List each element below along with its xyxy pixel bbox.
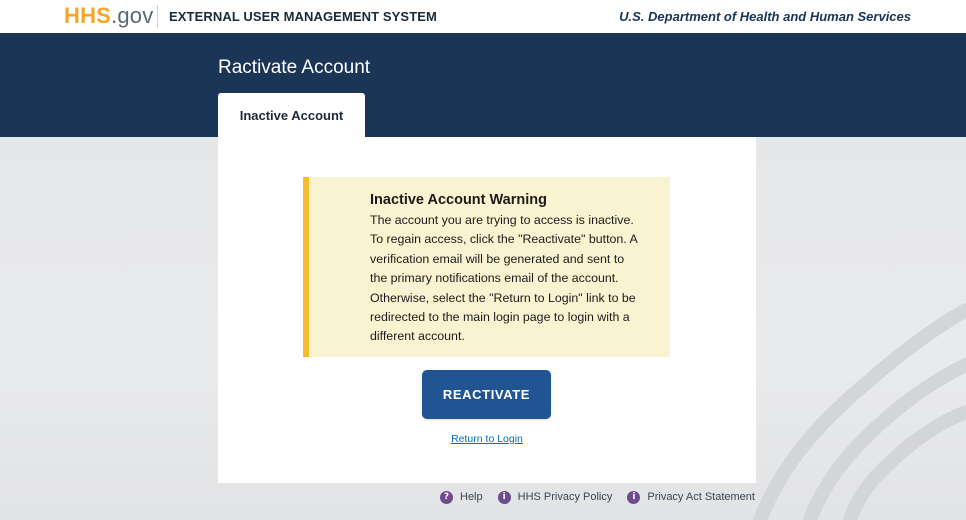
return-to-login-link[interactable]: Return to Login xyxy=(451,433,523,445)
logo-gov-text: .gov xyxy=(111,3,154,28)
system-name: EXTERNAL USER MANAGEMENT SYSTEM xyxy=(169,9,437,24)
footer-link-help[interactable] xyxy=(440,491,483,504)
footer-links xyxy=(440,489,770,505)
department-name: U.S. Department of Health and Human Services xyxy=(619,9,911,24)
footer-link-label: Privacy Act Statement xyxy=(647,491,755,503)
header-divider xyxy=(157,5,158,28)
alert-title: Inactive Account Warning xyxy=(370,192,547,208)
tab-inactive-account[interactable]: Inactive Account xyxy=(218,93,365,137)
top-header xyxy=(0,0,966,33)
alert-line: The account you are trying to access is inactive. xyxy=(370,213,634,227)
info-icon: i xyxy=(498,491,511,504)
alert-line: the primary notifications email of the account. xyxy=(370,271,619,286)
reactivate-button[interactable]: REACTIVATE xyxy=(422,370,551,419)
content-card xyxy=(218,137,756,483)
alert-line: different account. xyxy=(370,329,465,344)
alert-line: verification email will be generated and sent to xyxy=(370,251,625,266)
footer-link-label: HHS Privacy Policy xyxy=(517,491,613,503)
page-title: Ractivate Account xyxy=(218,57,371,78)
footer-link-privacy-act-statement[interactable] xyxy=(627,491,755,504)
title-band xyxy=(0,33,966,137)
footer-link-label: Help xyxy=(460,491,483,503)
alert-line: To regain access, click the "Reactivate" button. A xyxy=(370,232,638,247)
logo-hhs-text: HHS xyxy=(64,3,112,28)
footer-link-hhs-privacy-policy[interactable] xyxy=(498,491,613,504)
alert-line: Otherwise, select the "Return to Login" link to be xyxy=(370,290,636,305)
hhs-logo[interactable] xyxy=(64,4,153,28)
info-icon: i xyxy=(627,491,640,504)
question-icon: ? xyxy=(440,491,453,504)
inactive-account-alert xyxy=(303,177,670,357)
alert-line: redirected to the main login page to login with a xyxy=(370,310,630,325)
alert-body xyxy=(370,211,660,347)
